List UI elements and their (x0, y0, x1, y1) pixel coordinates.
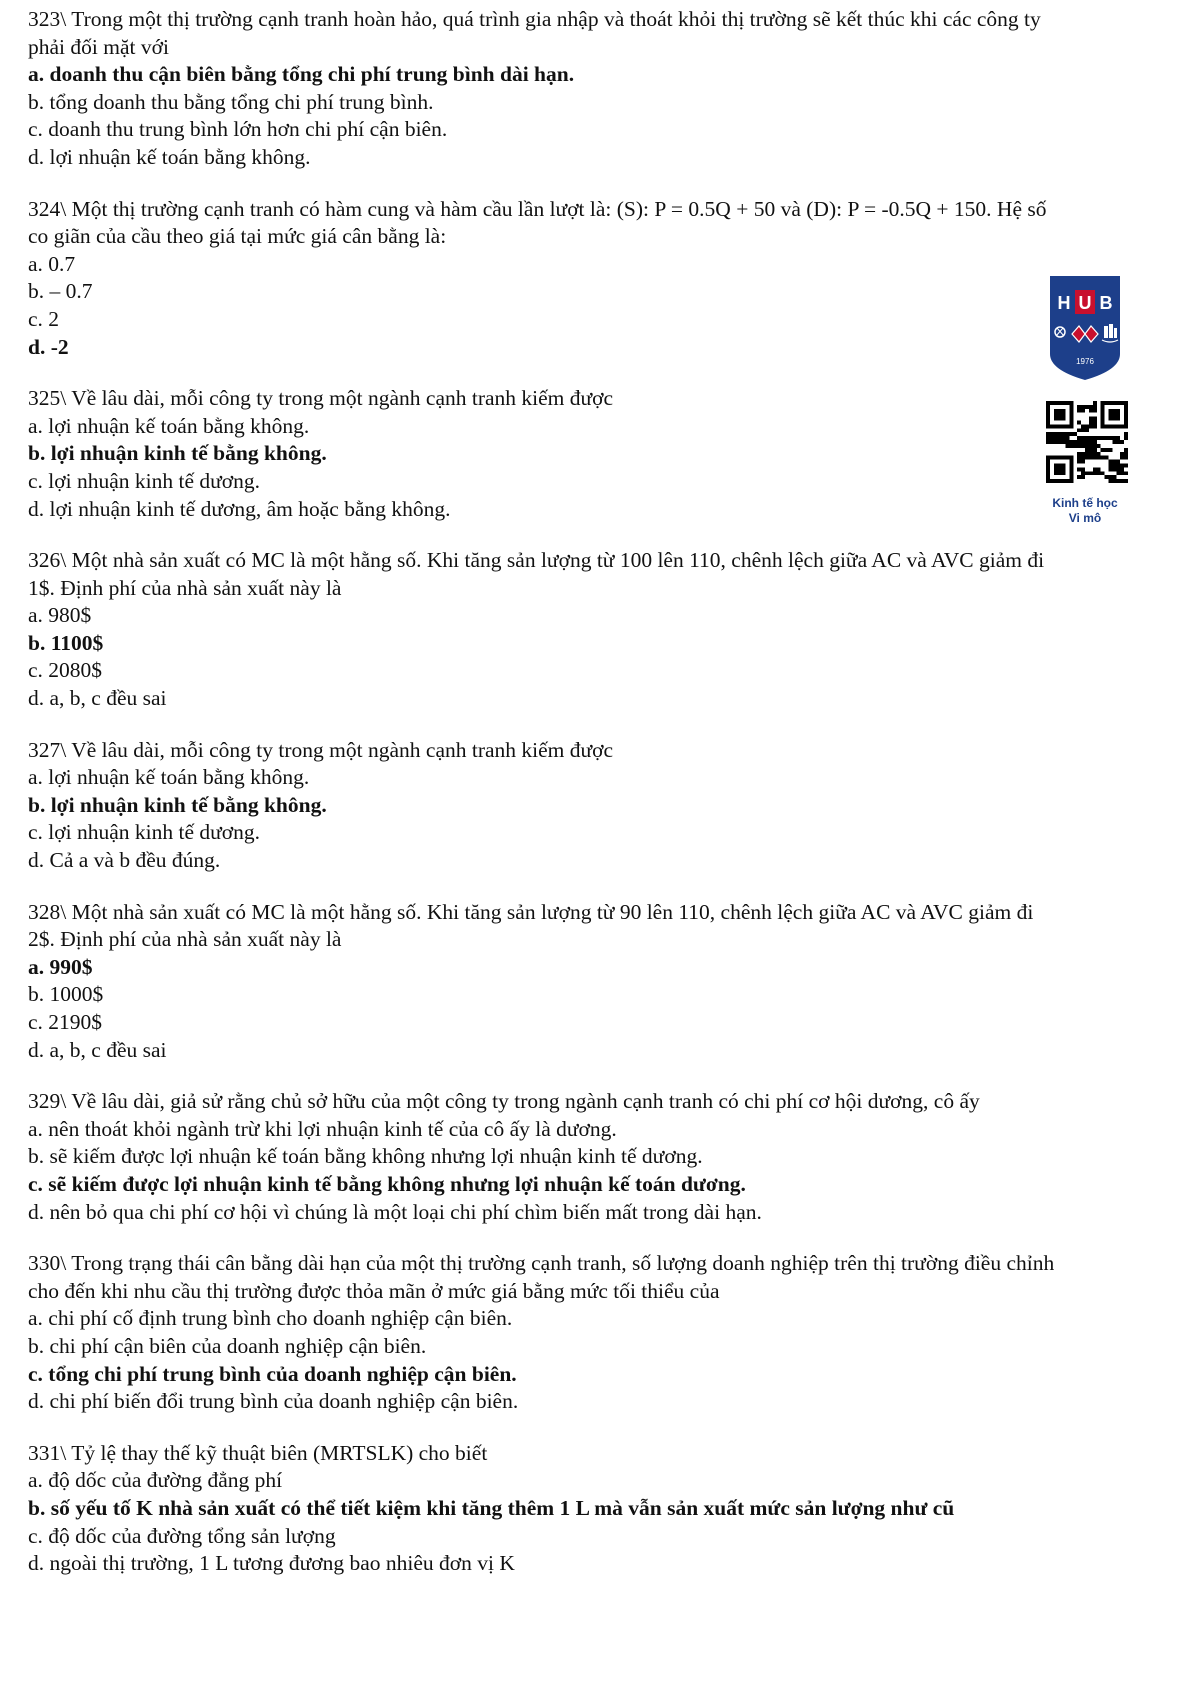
question-stem-line: 327\ Về lâu dài, mỗi công ty trong một ngành cạnh tranh kiếm được (28, 737, 614, 762)
answer-option: d. a, b, c đều sai (28, 686, 167, 711)
answer-option: b. 1000$ (28, 982, 104, 1007)
answer-option: b. chi phí cận biên của doanh nghiệp cận biên. (28, 1333, 427, 1358)
answer-option: c. độ dốc của đường tổng sản lượng (28, 1523, 336, 1548)
answer-option: a. lợi nhuận kế toán bằng không. (28, 413, 310, 438)
question-stem-line: co giãn của cầu theo giá tại mức giá cân bằng là: (28, 224, 447, 249)
question-stem-line: 330\ Trong trạng thái cân bằng dài hạn của một thị trường cạnh tranh, số lượng doanh nghiệp trên thị trường điều chỉnh (28, 1251, 1055, 1276)
logo-letter-u: U (1078, 293, 1092, 313)
answer-option: a. độ dốc của đường đẳng phí (28, 1468, 283, 1493)
answer-option: d. a, b, c đều sai (28, 1037, 167, 1062)
question-block (28, 6, 1173, 172)
answer-option: d. lợi nhuận kinh tế dương, âm hoặc bằng không. (28, 496, 451, 521)
answer-option-correct: b. số yếu tố K nhà sản xuất có thể tiết kiệm khi tăng thêm 1 L mà vẫn sản xuất mức sản lượng như cũ (28, 1495, 955, 1520)
answer-option-correct: c. tổng chi phí trung bình của doanh nghiệp cận biên. (28, 1361, 517, 1386)
answer-option: d. Cả a và b đều đúng. (28, 848, 221, 873)
answer-option: d. chi phí biến đổi trung bình của doanh nghiệp cận biên. (28, 1389, 519, 1414)
logo-year: 1976 (1076, 357, 1094, 366)
caption-line-1: Kinh tế học (1052, 496, 1118, 510)
answer-option-correct: c. sẽ kiếm được lợi nhuận kinh tế bằng không nhưng lợi nhuận kế toán dương. (28, 1171, 746, 1196)
question-stem-line: phải đối mặt với (28, 34, 169, 59)
question-stem-line: cho đến khi nhu cầu thị trường được thỏa mãn ở mức giá bằng mức tối thiểu của (28, 1278, 720, 1303)
answer-option: c. lợi nhuận kinh tế dương. (28, 820, 261, 845)
answer-option: b. sẽ kiếm được lợi nhuận kế toán bằng không nhưng lợi nhuận kinh tế dương. (28, 1144, 703, 1169)
question-stem-line: 1$. Định phí của nhà sản xuất này là (28, 575, 342, 600)
answer-option: c. 2190$ (28, 1010, 103, 1034)
answer-option: c. lợi nhuận kinh tế dương. (28, 468, 261, 493)
question-block (28, 1088, 1173, 1226)
answer-option: a. lợi nhuận kế toán bằng không. (28, 765, 310, 790)
question-block (28, 1440, 1173, 1578)
caption-line-2: Vi mô (1068, 511, 1102, 525)
answer-option: a. 0.7 (28, 251, 76, 276)
question-block (28, 737, 1173, 875)
answer-option: b. – 0.7 (28, 279, 93, 304)
question-stem-line: 331\ Tỷ lệ thay thế kỹ thuật biên (MRTSLK) cho biết (28, 1440, 488, 1465)
question-stem-line: 326\ Một nhà sản xuất có MC là một hằng số. Khi tăng sản lượng từ 100 lên 110, chênh lệch giữa AC và AVC giảm đi (28, 548, 1045, 573)
answer-option: d. lợi nhuận kế toán bằng không. (28, 144, 311, 169)
answer-option-correct: d. -2 (28, 334, 69, 359)
answer-option: c. 2080$ (28, 658, 103, 683)
question-block (28, 1250, 1173, 1416)
question-block (28, 196, 1173, 362)
answer-option-correct: b. lợi nhuận kinh tế bằng không. (28, 792, 327, 817)
logo-letter-h: H (1057, 293, 1071, 313)
answer-option-correct: a. 990$ (28, 954, 93, 979)
question-block (28, 547, 1173, 713)
answer-option: a. nên thoát khỏi ngành trừ khi lợi nhuận kinh tế của cô ấy là dương. (28, 1116, 617, 1141)
answer-option: c. 2 (28, 306, 60, 331)
hub-logo-icon (1046, 270, 1124, 382)
answer-option-correct: b. 1100$ (28, 630, 104, 655)
question-stem-line: 2$. Định phí của nhà sản xuất này là (28, 927, 342, 952)
question-stem-line: 329\ Về lâu dài, giả sử rằng chủ sở hữu của một công ty trong ngành cạnh tranh có chi phí cơ hội dương, cô ấy (28, 1089, 980, 1114)
qr-code-icon (1046, 401, 1128, 483)
question-block (28, 899, 1173, 1065)
question-stem-line: 325\ Về lâu dài, mỗi công ty trong một ngành cạnh tranh kiếm được (28, 386, 614, 411)
answer-option-correct: b. lợi nhuận kinh tế bằng không. (28, 441, 327, 466)
answer-option: a. 980$ (28, 603, 92, 628)
question-block (28, 385, 1173, 523)
question-stem-line: 323\ Trong một thị trường cạnh tranh hoàn hảo, quá trình gia nhập và thoát khỏi thị trường sẽ kết thúc khi các công ty (28, 7, 1041, 31)
question-stem-line: 324\ Một thị trường cạnh tranh có hàm cung và hàm cầu lần lượt là: (S): P = 0.5Q + 50 và (D): P = -0.5Q + 150. Hệ số (28, 196, 1047, 221)
answer-option: c. doanh thu trung bình lớn hơn chi phí cận biên. (28, 117, 448, 142)
answer-option: a. chi phí cố định trung bình cho doanh nghiệp cận biên. (28, 1306, 513, 1331)
answer-option: d. nên bỏ qua chi phí cơ hội vì chúng là một loại chi phí chìm biến mất trong dài hạn. (28, 1199, 762, 1224)
logo-letter-b: B (1099, 293, 1113, 313)
answer-option-correct: a. doanh thu cận biên bằng tổng chi phí trung bình dài hạn. (28, 62, 575, 87)
answer-option: b. tổng doanh thu bằng tổng chi phí trung bình. (28, 89, 434, 114)
qr-caption (1035, 496, 1135, 526)
question-stem-line: 328\ Một nhà sản xuất có MC là một hằng số. Khi tăng sản lượng từ 90 lên 110, chênh lệch giữa AC và AVC giảm đi (28, 899, 1034, 924)
document-page (28, 6, 1173, 1602)
answer-option: d. ngoài thị trường, 1 L tương đương bao nhiêu đơn vị K (28, 1551, 515, 1576)
